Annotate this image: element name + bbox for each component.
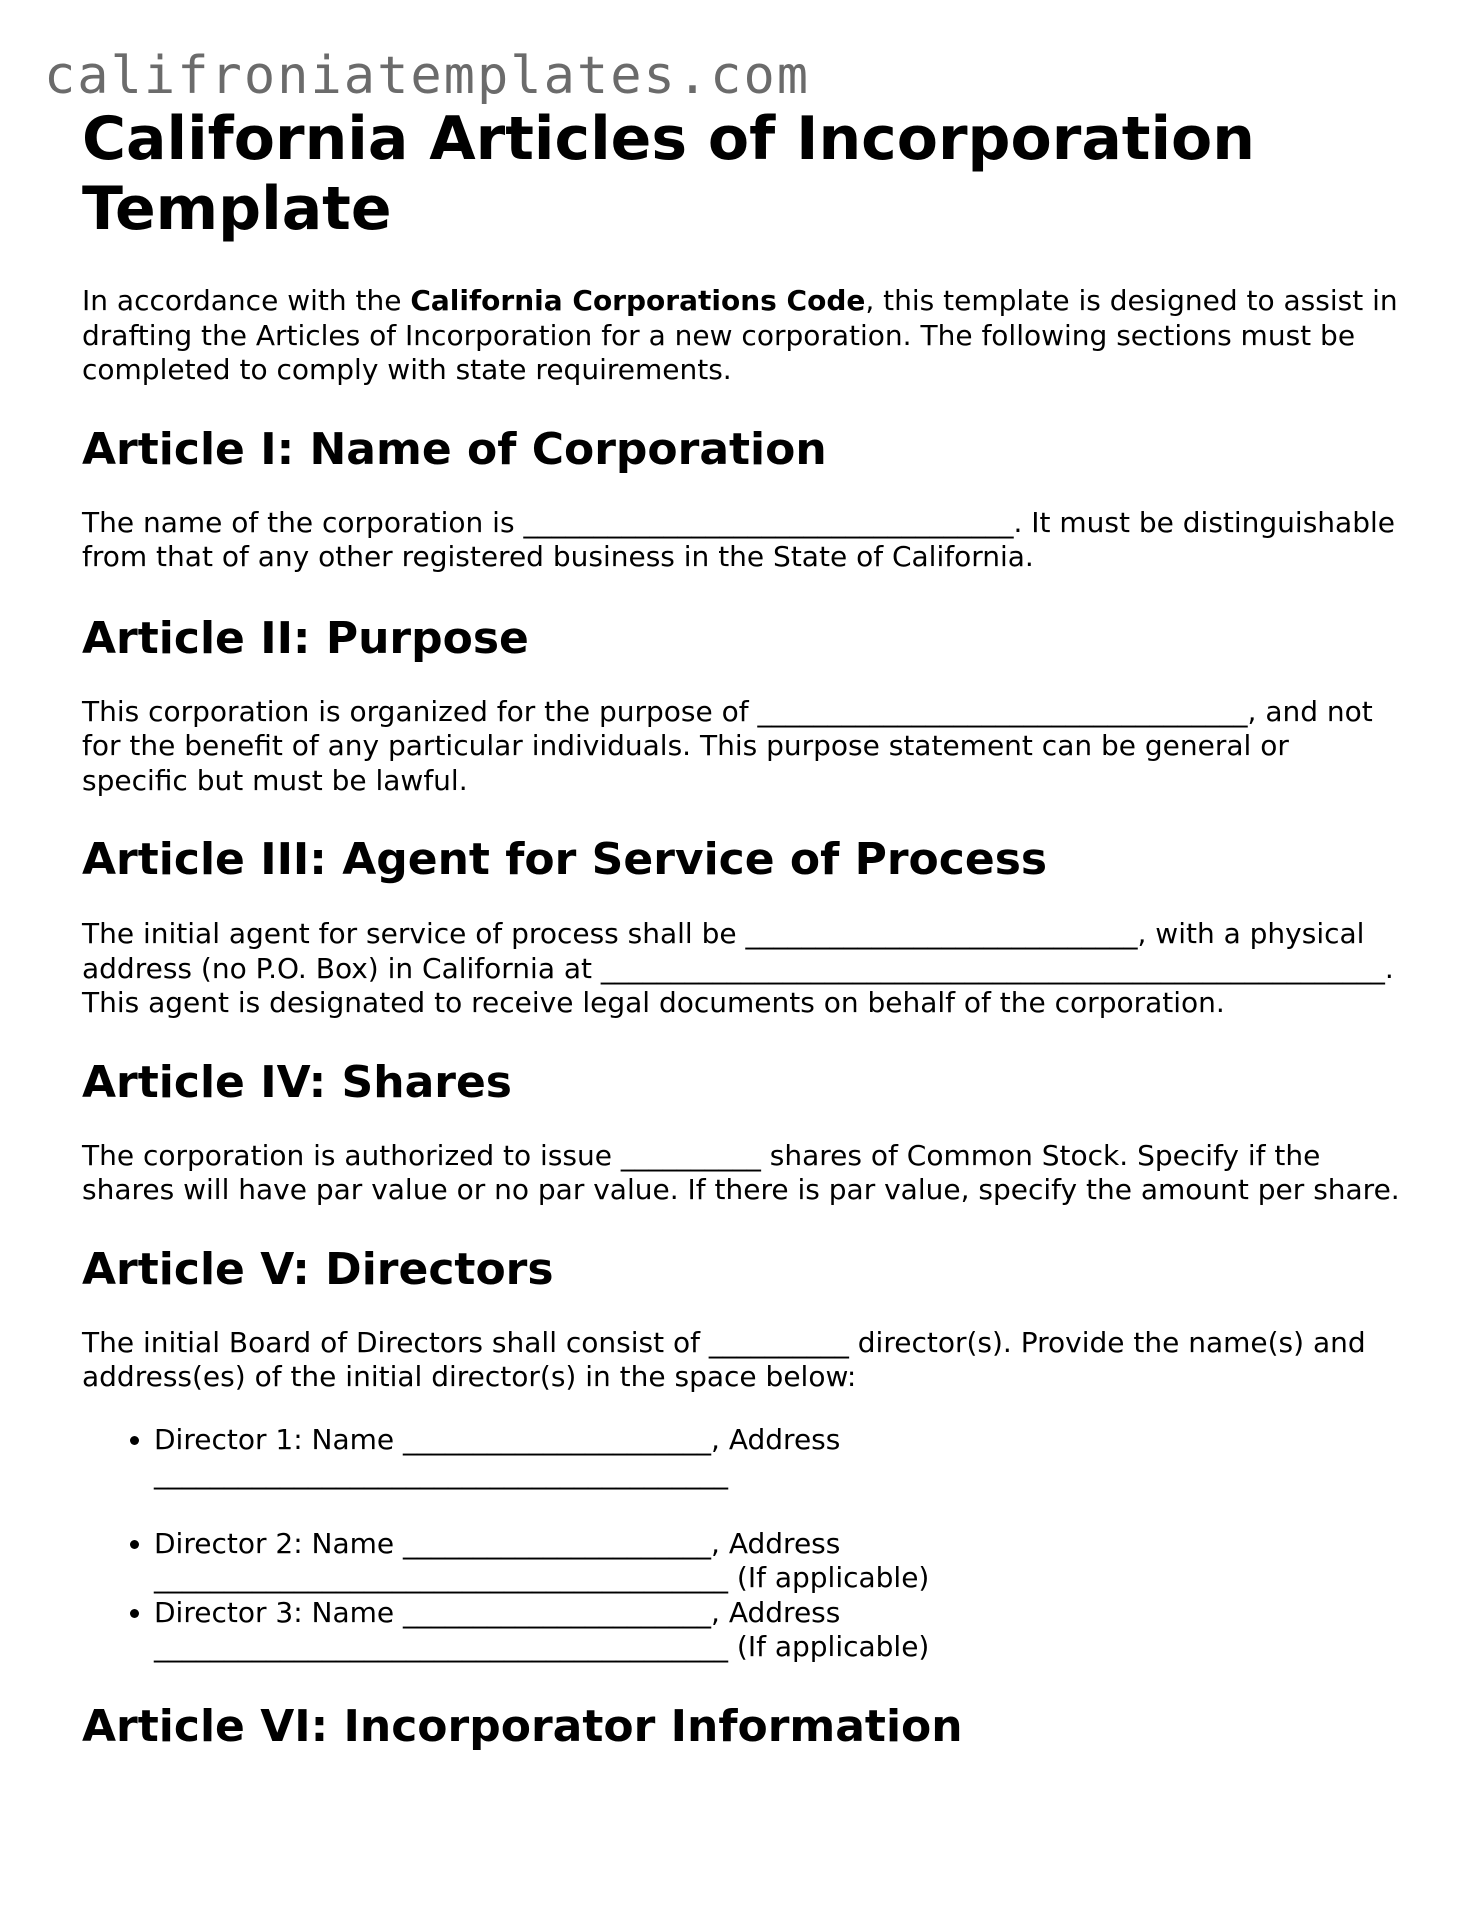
article-3-text: The initial agent for service of process shall be ____________________________, with a physical address (no P.O. Box) in California at ________________________________________________________. This agent is designated to receive legal documents on behalf of the corporation. <box>82 917 1394 1019</box>
article-4-heading: Article IV: Shares <box>82 1056 512 1108</box>
director-3-item: • Director 3: Name ______________________, Address _________________________________________ (If applicable) <box>154 1596 1402 1665</box>
director-1-item: • Director 1: Name ______________________, Address _________________________________________ <box>154 1423 1402 1492</box>
article-1-text: The name of the corporation is ___________________________________. It must be distinguishable from that of any other registered business in the State of California. <box>82 505 1395 573</box>
director-2-item: • Director 2: Name ______________________, Address _________________________________________ (If applicable) <box>154 1527 1402 1596</box>
directors-list <box>82 1423 1402 1665</box>
article-4-text: The corporation is authorized to issue __________ shares of Common Stock. Specify if the shares will have par value or no par value. If there is par value, specify the amount per share. <box>82 1138 1400 1206</box>
watermark: califroniatemplates.com <box>44 46 811 106</box>
article-5-text: The initial Board of Directors shall consist of __________ director(s). Provide the name(s) and address(es) of the initial director(s) in the space below: <box>82 1325 1366 1393</box>
article-1-heading: Article I: Name of Corporation <box>82 423 827 475</box>
article-2-heading: Article II: Purpose <box>82 612 529 664</box>
intro-text-after: , this template is designed to assist in drafting the Articles of Incorporation for a new corporation. The following sections must be completed to comply with state requirements. <box>82 284 1398 386</box>
page-title: California Articles of Incorporation Template <box>82 104 1255 244</box>
article-5-heading: Article V: Directors <box>82 1243 554 1295</box>
article-2-text: This corporation is organized for the purpose of ___________________________________, and not for the benefit of any particular individuals. This purpose statement can be general or specific but must be lawful. <box>82 694 1373 797</box>
intro-text-before: In accordance with the <box>82 284 411 317</box>
article-3-heading: Article III: Agent for Service of Process <box>82 834 1048 885</box>
intro-paragraph <box>82 284 1402 388</box>
intro-code-name: California Corporations Code <box>410 284 866 317</box>
document-page <box>82 104 1402 1753</box>
article-6-heading: Article VI: Incorporator Information <box>82 1700 963 1752</box>
